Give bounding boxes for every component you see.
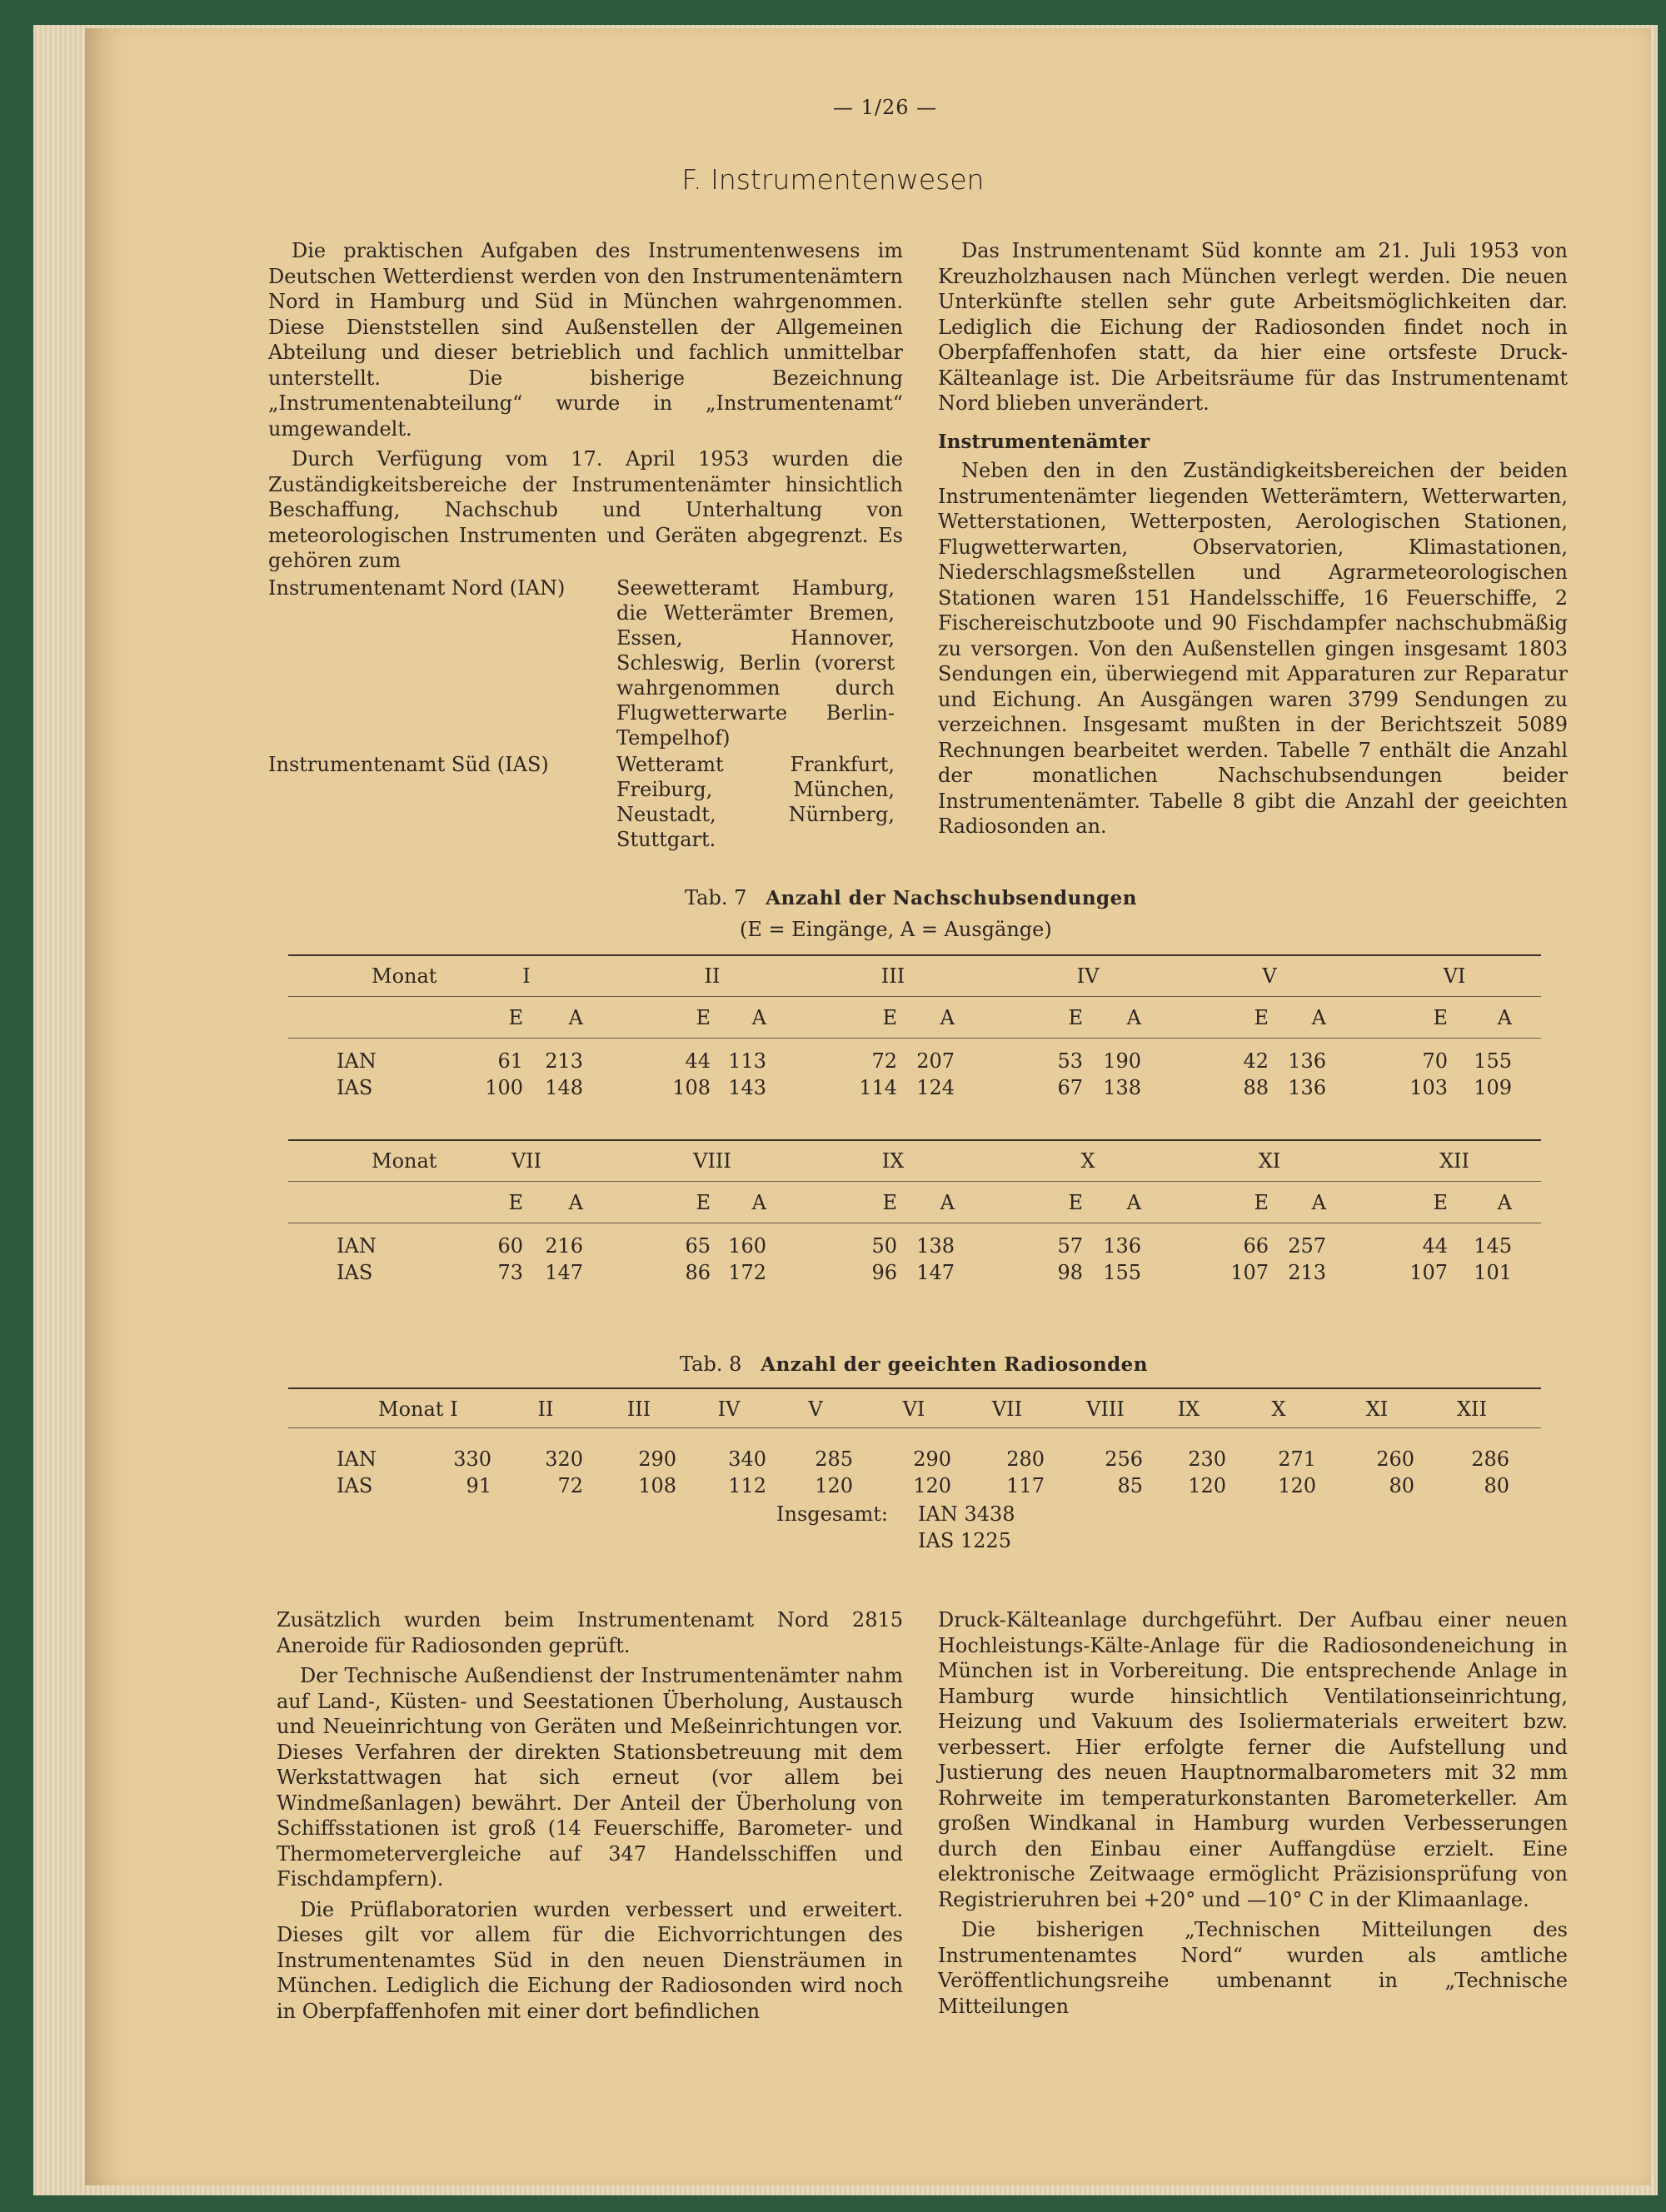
tab8-value-ias: 117 [1006,1474,1045,1497]
tab7-month-label: VIII [693,1149,731,1173]
tab8-month-label: VII [991,1397,1023,1421]
tab7-value-ias-e: 98 [1057,1261,1083,1284]
tab7-sub-a: A [568,1006,583,1029]
tab7-sub-a: A [1497,1191,1512,1214]
tab7-sub-e: E [1433,1006,1448,1029]
tab7-sub-e: E [1433,1191,1448,1214]
tab8-value-ias: 120 [1188,1474,1226,1497]
tab7-row-label-ian: IAN [337,1049,377,1073]
tab7-value-ias-a: 155 [1103,1261,1141,1284]
tab7-month-label: XI [1258,1149,1281,1173]
tab8-value-ian: 320 [545,1447,583,1471]
assignment-label: Instrumentenamt Süd (IAS) [268,752,549,776]
tab8-month-label: III [626,1397,651,1421]
tab7-sub-a: A [1497,1006,1512,1029]
tab7-sub-a: A [940,1006,955,1029]
tab7-month-label: I [522,964,531,988]
tab7-value-ias-e: 67 [1057,1076,1083,1099]
table-rule [288,996,1541,997]
tab7-sub-e: E [1254,1006,1269,1029]
tab8-month-label: VIII [1086,1397,1125,1421]
left-column-top [268,238,903,852]
paragraph: Das Instrumentenamt Süd konnte am 21. Juli 1953 von Kreuzholzhausen nach München verlegt werden. Die neuen Unterkünfte stellen sehr gute Arbeitsmöglichkeiten dar. Lediglich die Eichung der Radiosonden findet noch in Oberpfaffenhofen statt, da hier eine ortsfeste Druck-Kälteanlage ist. Die Arbeitsräume für das Instrumentenamt Nord blieben unverändert. [938,239,1568,415]
tab7-value-ias-e: 108 [672,1076,711,1099]
tab7-value-ian-a: 113 [728,1049,766,1073]
tab7-sub-e: E [696,1191,711,1214]
tab8-value-ian: 290 [638,1447,676,1471]
tab8-value-ias: 72 [557,1474,583,1497]
assignment-value: Wetteramt Frankfurt, Freiburg, München, Neustadt, Nürnberg, Stuttgart. [616,752,895,851]
paragraph: Druck-Kälteanlage durchgeführt. Der Aufbau einer neuen Hochleistungs-Kälte-Anlage für die Radiosondeneichung in München ist in Vorbereitung. Die entsprechende Anlage in Hamburg wurde hinsichtlich Ventilationseinrichtung, Heizung und Vakuum des Isoliermaterials erweitert bzw. verbessert. Hier erfolgte ferner die Aufstellung und Justierung des neuen Hauptnormalbarometers mit 32 mm Rohrweite im temperaturkonstanten Barometerkeller. Am großen Windkanal in Hamburg wurden Verbesserungen durch den Einbau einer Auffangdüse erzielt. Eine elektronische Zeitwaage ermöglicht Präzisionsprüfung von Registrieruhren bei +20° und —10° C in der Klimaanlage. [938,1608,1568,1911]
tab8-month-label: I [450,1397,458,1421]
tab8-value-ian: 286 [1471,1447,1509,1471]
tab7-month-label: V [1262,964,1277,988]
tab7-value-ian-e: 72 [871,1049,897,1073]
tab8-value-ian: 256 [1105,1447,1143,1471]
tab7-value-ias-a: 138 [1103,1076,1141,1099]
tab7-month-label: III [880,964,905,988]
tab7-value-ian-a: 257 [1288,1234,1326,1258]
tab7-month-label: IX [881,1149,905,1173]
tab8-value-ian: 330 [453,1447,491,1471]
tab7-sub-e: E [882,1191,897,1214]
tab7-value-ias-a: 101 [1474,1261,1512,1284]
tab8-total-label: Insgesamt: [776,1502,888,1526]
tab7-label: Tab. 7 [685,886,747,909]
tab8-row-label-ias: IAS [337,1474,373,1497]
tab7-value-ian-a: 136 [1103,1234,1141,1258]
tab7-month-header: Monat [372,1149,437,1173]
tab7-row-label-ias: IAS [337,1261,373,1284]
tab7-value-ian-a: 213 [545,1049,583,1073]
tab7-sub-a: A [568,1191,583,1214]
tab7-value-ias-a: 172 [728,1261,766,1284]
tab8-title: Anzahl der geeichten Radiosonden [761,1353,1149,1376]
tab7-month-label: II [704,964,721,988]
tab8-value-ias: 120 [913,1474,951,1497]
tab7-value-ian-e: 61 [497,1049,523,1073]
tab8-value-ias: 91 [466,1474,491,1497]
tab7-value-ias-a: 147 [916,1261,955,1284]
tab7-value-ias-e: 100 [485,1076,523,1099]
tab8-total-ias: IAS 1225 [918,1529,1011,1552]
tab7-value-ian-e: 42 [1243,1049,1269,1073]
tab7-month-label: IV [1076,964,1100,988]
tab7-value-ian-e: 65 [685,1234,711,1258]
tab8-value-ian: 271 [1278,1447,1316,1471]
tab7-sub-e: E [1254,1191,1269,1214]
tab7-value-ias-e: 114 [859,1076,897,1099]
paragraph: Die Prüflaboratorien wurden verbessert und erweitert. Dieses gilt vor allem für die Eichvorrichtungen des Instrumentenamtes Süd in den neuen Diensträumen in München. Lediglich die Eichung der Radiosonden wird noch in Oberpfaffenhofen mit einer dort befindlichen [277,1897,903,2023]
tab7-value-ian-e: 44 [1422,1234,1448,1258]
page-number: — 1/26 — [833,96,938,119]
tab7-value-ias-e: 73 [497,1261,523,1284]
tab7-value-ian-e: 50 [871,1234,897,1258]
table-rule [288,1038,1541,1039]
tab8-month-header: Monat [378,1397,444,1421]
tab8-month-label: X [1271,1397,1286,1421]
tab7-value-ias-a: 148 [545,1076,583,1099]
tab7-month-label: VI [1443,964,1466,988]
tab8-value-ias: 80 [1484,1474,1509,1497]
tab7-value-ias-e: 96 [871,1261,897,1284]
paragraph: Die praktischen Aufgaben des Instrumentenwesens im Deutschen Wetterdienst werden von den Instrumentenämtern Nord in Hamburg und Süd in München wahrgenommen. Diese Dienststellen sind Außenstellen der Allgemeinen Abteilung und dieser betrieblich und fachlich unmittelbar unterstellt. Die bisherige Bezeichnung „Instrumentenabteilung“ wurde in „Instrumentenamt“ umgewandelt. [268,239,903,441]
tab8-month-label: II [537,1397,554,1421]
tab7-sub-a: A [751,1191,766,1214]
tab7-sub-a: A [940,1191,955,1214]
section-title: F. Instrumentenwesen [681,163,985,196]
tab7-value-ias-e: 88 [1243,1076,1269,1099]
tab7-month-label: X [1080,1149,1095,1173]
tab8-month-label: VI [902,1397,925,1421]
tab7-value-ian-e: 57 [1057,1234,1083,1258]
tab7-value-ias-a: 143 [728,1076,766,1099]
tab7-value-ian-e: 60 [497,1234,523,1258]
tab8-value-ias: 120 [815,1474,853,1497]
table-rule [288,1181,1541,1182]
assignment-label: Instrumentenamt Nord (IAN) [268,575,566,600]
table-rule [288,1427,1541,1428]
section-heading: Instrumentenämter [938,430,1150,453]
tab8-month-label: XI [1365,1397,1389,1421]
tab7-sub-a: A [1126,1006,1141,1029]
tab8-month-label: XII [1456,1397,1488,1421]
tab8-month-label: IV [717,1397,741,1421]
paragraph: Neben den in den Zuständigkeitsbereichen der beiden Instrumentenämter liegenden Wetterämtern, Wetterwarten, Wetterstationen, Wetterposten, Aerologischen Stationen, Flugwetterwarten, Observatorien, Klimastationen, Niederschlagsmeßstellen und Agrarmeteorologischen Stationen waren 151 Handelsschiffe, 16 Feuerschiffe, 2 Fischereischutzboote und 90 Fischdampfer nachschubmäßig zu versorgen. Von den Außenstellen gingen insgesamt 1803 Sendungen ein, überwiegend mit Apparaturen zur Reparatur und Eichung. An Ausgängen waren 3799 Sendungen zu verzeichnen. Insgesamt mußten in der Berichtszeit 5089 Rechnungen bearbeitet werden. Tabelle 7 enthält die Anzahl der monatlichen Nachschubsendungen beider Instrumentenämter. Tabelle 8 gibt die Anzahl der geeichten Radiosonden an. [938,459,1568,838]
left-column-bottom [277,1607,903,2024]
tab7-value-ian-a: 155 [1474,1049,1512,1073]
tab7-value-ian-e: 66 [1243,1234,1269,1258]
table-rule [288,1387,1541,1389]
tab7-sub-e: E [882,1006,897,1029]
tab7-value-ias-e: 103 [1409,1076,1448,1099]
paragraph: Durch Verfügung vom 17. April 1953 wurden die Zuständigkeitsbereiche der Instrumentenämter hinsichtlich Beschaffung, Nachschub und Unterhaltung von meteorologischen Instrumenten und Geräten abgegrenzt. Es gehören zum [268,447,903,572]
paragraph: Die bisherigen „Technischen Mitteilungen des Instrumentenamtes Nord“ wurden als amtliche Veröffentlichungsreihe umbenannt in „Technische Mitteilungen [938,1918,1568,2018]
tab7-sub-e: E [508,1191,523,1214]
tab8-value-ias: 108 [638,1474,676,1497]
table-rule [288,1139,1541,1141]
tab7-value-ian-a: 190 [1103,1049,1141,1073]
tab8-value-ian: 285 [815,1447,853,1471]
tab7-row-label-ian: IAN [337,1234,377,1258]
tab7-sub-e: E [696,1006,711,1029]
tab7-value-ian-a: 216 [545,1234,583,1258]
tab8-value-ian: 230 [1188,1447,1226,1471]
tab7-value-ias-a: 124 [916,1076,955,1099]
tab8-value-ias: 112 [728,1474,766,1497]
tab8-value-ias: 120 [1278,1474,1316,1497]
tab7-value-ian-a: 207 [916,1049,955,1073]
tab7-value-ias-a: 109 [1474,1076,1512,1099]
paragraph: Der Technische Außendienst der Instrumentenämter nahm auf Land-, Küsten- und Seestationen Überholung, Austausch und Neueinrichtung von Geräten und Meßeinrichtungen vor. Dieses Verfahren der direkten Stationsbetreuung mit dem Werkstattwagen hat sich erneut (vor allem bei Windmeßanlagen) bewährt. Der Anteil der Überholung von Schiffsstationen ist groß (14 Feuerschiffe, Barometer- und Thermometervergleiche auf 347 Handelsschiffen und Fischdampfern). [277,1664,903,1891]
tab7-value-ian-a: 138 [916,1234,955,1258]
right-column-bottom [938,1607,1568,2019]
tab7-value-ian-a: 136 [1288,1049,1326,1073]
tab7-caption [685,886,1137,909]
paragraph: Zusätzlich wurden beim Instrumentenamt Nord 2815 Aneroide für Radiosonden geprüft. [277,1608,903,1657]
tab7-value-ias-e: 86 [685,1261,711,1284]
tab8-label: Tab. 8 [680,1353,742,1376]
tab7-value-ias-a: 147 [545,1261,583,1284]
table-rule [288,954,1541,956]
assignment-ias [268,752,903,852]
tab7-value-ias-e: 107 [1230,1261,1269,1284]
tab7-row-label-ias: IAS [337,1076,373,1099]
assignment-ian [268,575,903,750]
tab8-value-ias: 85 [1117,1474,1143,1497]
tab8-value-ian: 340 [728,1447,766,1471]
tab7-value-ian-e: 53 [1057,1049,1083,1073]
tab7-value-ian-a: 145 [1474,1234,1512,1258]
tab7-value-ian-a: 160 [728,1234,766,1258]
tab8-month-label: V [808,1397,823,1421]
right-column-top [938,238,1568,839]
tab8-month-label: IX [1177,1397,1200,1421]
tab7-sub-e: E [508,1006,523,1029]
tab7-value-ias-a: 136 [1288,1076,1326,1099]
tab7-sub-e: E [1068,1191,1083,1214]
tab8-value-ian: 290 [913,1447,951,1471]
tab8-total-ian: IAN 3438 [918,1502,1015,1526]
tab7-sub-a: A [1311,1191,1326,1214]
tab7-sub-a: A [1311,1006,1326,1029]
tab8-value-ian: 280 [1006,1447,1045,1471]
tab7-value-ias-e: 107 [1409,1261,1448,1284]
tab7-value-ias-a: 213 [1288,1261,1326,1284]
tab7-value-ian-e: 70 [1422,1049,1448,1073]
tab8-caption [680,1353,1148,1376]
tab8-value-ian: 260 [1376,1447,1414,1471]
tab7-month-header: Monat [372,964,437,988]
tab7-sub-a: A [751,1006,766,1029]
tab7-subtitle: (E = Eingänge, A = Ausgänge) [740,918,1052,941]
tab8-row-label-ian: IAN [337,1447,377,1471]
assignment-value: Seewetteramt Hamburg, die Wetterämter Bremen, Essen, Hannover, Schleswig, Berlin (vorerst wahrgenommen durch Flugwetterwarte Berlin-Tempelhof) [616,575,895,750]
tab8-value-ias: 80 [1389,1474,1414,1497]
tab7-month-label: VII [511,1149,542,1173]
tab7-title: Anzahl der Nachschubsendungen [766,887,1137,909]
tab7-sub-e: E [1068,1006,1083,1029]
tab7-month-label: XII [1439,1149,1470,1173]
tab7-sub-a: A [1126,1191,1141,1214]
tab7-value-ian-e: 44 [685,1049,711,1073]
